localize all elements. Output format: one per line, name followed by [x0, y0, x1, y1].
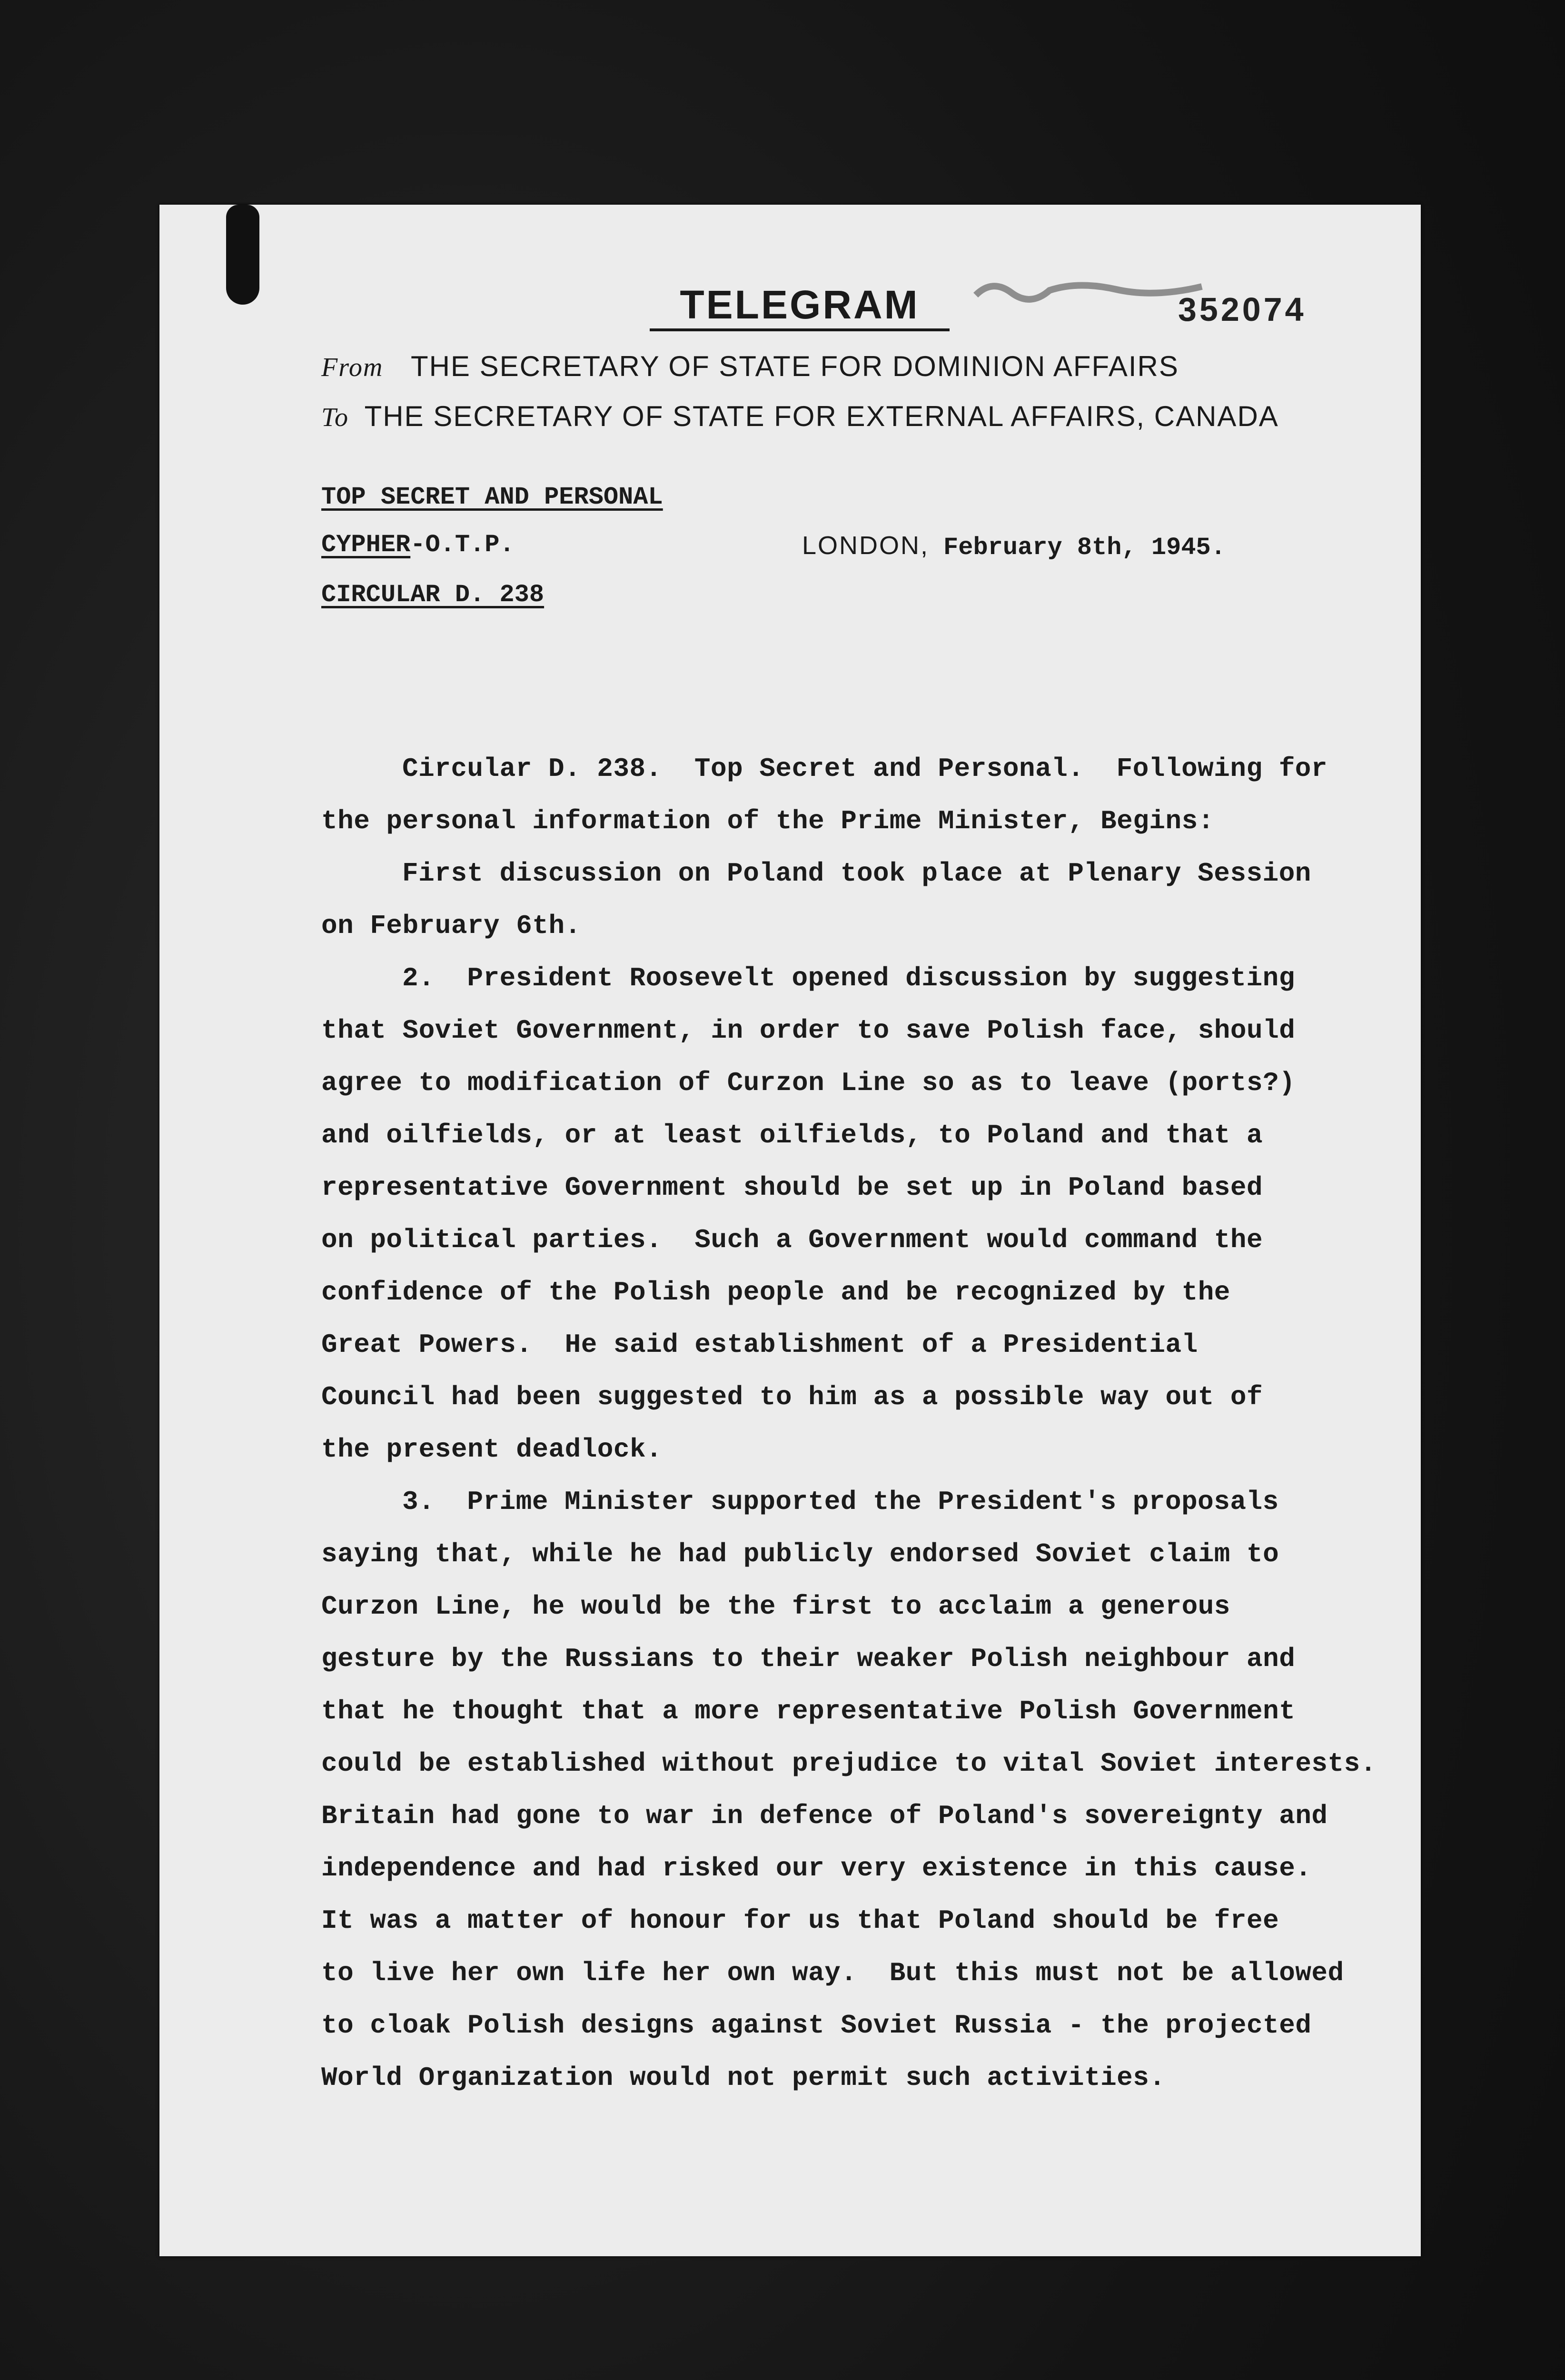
body-line: gesture by the Russians to their weaker Polish neighbour and [321, 1644, 1296, 1674]
cypher-value: -O.T.P. [410, 531, 515, 559]
place: LONDON, [802, 531, 930, 560]
body-line: Curzon Line, he would be the first to acclaim a generous [321, 1591, 1230, 1622]
body-line: 2. President Roosevelt opened discussion by suggesting [402, 963, 1295, 993]
body-line: on February 6th. [321, 911, 581, 941]
body-line: that he thought that a more representative Polish Government [321, 1696, 1296, 1726]
body-line: to cloak Polish designs against Soviet Russia - the projected [321, 2010, 1312, 2041]
body-line: saying that, while he had publicly endorsed Soviet claim to [321, 1539, 1279, 1569]
body-line: confidence of the Polish people and be recognized by the [321, 1277, 1230, 1308]
body-line: Council had been suggested to him as a possible way out of [321, 1382, 1263, 1412]
handwritten-scribble-icon [973, 276, 1211, 305]
body-line: First discussion on Poland took place at Plenary Session [402, 858, 1311, 889]
body-line: Great Powers. He said establishment of a Presidential [321, 1329, 1198, 1360]
body-line: and oilfields, or at least oilfields, to Poland and that a [321, 1120, 1263, 1150]
body-line: the personal information of the Prime Minister, Begins: [321, 806, 1214, 836]
body-line: independence and had risked our very existence in this cause. [321, 1853, 1312, 1884]
body-line: Circular D. 238. Top Secret and Personal. Following for [402, 754, 1328, 784]
from-row [321, 350, 1179, 383]
telegram-sheet [159, 205, 1421, 2256]
body-line: the present deadlock. [321, 1434, 663, 1465]
classification: TOP SECRET AND PERSONAL [321, 483, 663, 511]
circular-number: CIRCULAR D. 238 [321, 581, 545, 609]
ink-blot [226, 205, 259, 305]
body-line: to live her own life her own way. But this must not be allowed [321, 1958, 1344, 1988]
body-line: that Soviet Government, in order to save Polish face, should [321, 1015, 1296, 1046]
body-line: World Organization would not permit such activities. [321, 2063, 1166, 2093]
to-value: THE SECRETARY OF STATE FOR EXTERNAL AFFAIRS, CANADA [364, 400, 1279, 432]
document-number: 352074 [1178, 291, 1307, 328]
to-label: To [321, 403, 349, 432]
body-line: 3. Prime Minister supported the President's proposals [402, 1487, 1279, 1517]
body-line: could be established without prejudice to vital Soviet interests. [321, 1748, 1377, 1779]
date: February 8th, 1945. [943, 534, 1226, 562]
body-line: Britain had gone to war in defence of Poland's sovereignty and [321, 1801, 1328, 1831]
telegram-body [321, 743, 1392, 2104]
place-date [802, 531, 1226, 562]
body-line: It was a matter of honour for us that Poland should be free [321, 1905, 1279, 1936]
cypher-line [321, 531, 515, 559]
from-label: From [321, 353, 384, 382]
to-row [321, 400, 1279, 433]
telegram-title: TELEGRAM [650, 281, 950, 331]
cypher-label: CYPHER [321, 531, 411, 559]
body-line: on political parties. Such a Government would command the [321, 1225, 1263, 1255]
from-value: THE SECRETARY OF STATE FOR DOMINION AFFAIRS [410, 350, 1179, 382]
body-line: representative Government should be set up in Poland based [321, 1172, 1263, 1203]
body-line: agree to modification of Curzon Line so as to leave (ports?) [321, 1068, 1296, 1098]
